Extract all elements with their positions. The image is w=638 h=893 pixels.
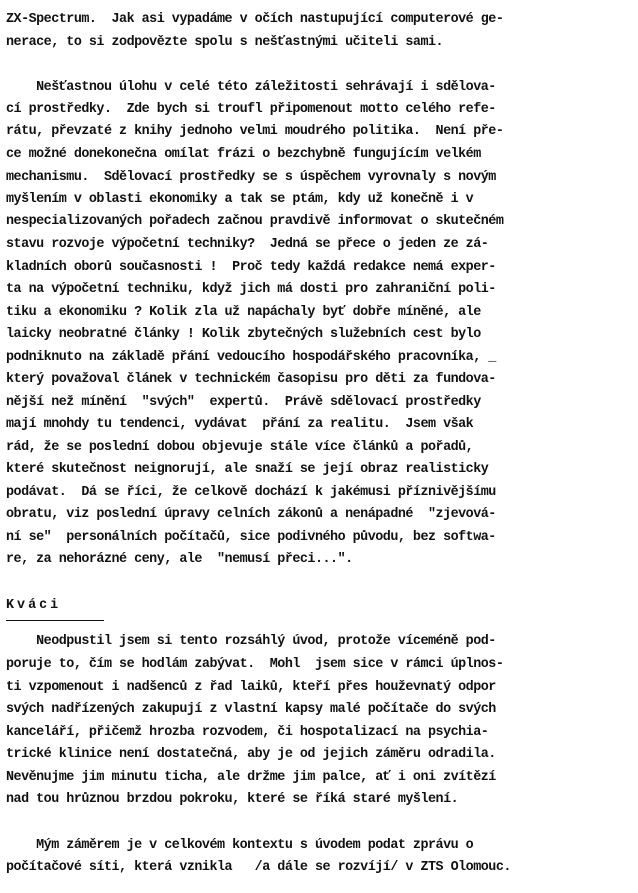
paragraph-line: stavu rozvoje výpočetní techniky? Jedná se přece o jeden ze zá- bbox=[6, 237, 489, 252]
section-heading: Kváci bbox=[6, 598, 62, 613]
paragraph-line: cí prostředky. Zde bych si troufl připomenout motto celého refe- bbox=[6, 102, 496, 117]
paragraph-line: Mým záměrem je v celkovém kontextu s úvodem podat zprávu o bbox=[6, 838, 474, 853]
paragraph-line: obratu, viz poslední úpravy celních zákonů a nenápadné "zjevová- bbox=[6, 507, 496, 522]
heading-underline bbox=[6, 620, 104, 621]
paragraph-line: mechanismu. Sdělovací prostředky se s úspěchem vyrovnaly s novým bbox=[6, 170, 496, 185]
paragraph-line: rátu, převzaté z knihy jednoho velmi moudrého politika. Není pře- bbox=[6, 124, 504, 139]
paragraph-line: které skutečnost neignorují, ale snaží se její obraz realisticky bbox=[6, 462, 489, 477]
paragraph-line: ce možné donekonečna omílat frázi o bezchybně fungujícím velkém bbox=[6, 147, 481, 162]
paragraph-line: mají mnohdy tu tendenci, vydávat přání za realitu. Jsem však bbox=[6, 417, 474, 432]
paragraph-line: kanceláří, přičemž hrozba rozvodem, či hospotalizací na psychia- bbox=[6, 725, 489, 740]
paragraph-line: re, za nehorázné ceny, ale "nemusí přeci...". bbox=[6, 552, 353, 567]
paragraph-line: podniknuto na základě přání vedoucího hospodářského pracovníka, _ bbox=[6, 350, 496, 365]
intro-line: ZX-Spectrum. Jak asi vypadáme v očích nastupující computerové ge- bbox=[6, 12, 504, 27]
paragraph-line: Neodpustil jsem si tento rozsáhlý úvod, protože víceméně pod- bbox=[6, 634, 496, 649]
paragraph-line: Nevěnujme jim minutu ticha, ale držme jim palce, ať i oni zvítězí bbox=[6, 770, 496, 785]
paragraph-line: poruje to, čím se hodlám zabývat. Mohl jsem sice v rámci úplnos- bbox=[6, 657, 504, 672]
paragraph-line: Nešťastnou úlohu v celé této záležitosti sehrávají i sdělova- bbox=[6, 80, 496, 95]
paragraph-line: tiku a ekonomiku ? Kolik zla už napáchaly byť dobře míněné, ale bbox=[6, 305, 481, 320]
paragraph-line: myšlením v oblasti ekonomiky a tak se ptám, kdy už konečně i v bbox=[6, 192, 474, 207]
paragraph-line: kladních oborů současnosti ! Proč tedy každá redakce nemá exper- bbox=[6, 260, 496, 275]
paragraph-line: který považoval článek v technickém časopisu pro děti za fundova- bbox=[6, 372, 496, 387]
paragraph-line: nější než mínění "svých" expertů. Právě sdělovací prostředky bbox=[6, 395, 481, 410]
paragraph-line: ní se" personálních počítačů, sice podivného původu, bez softwa- bbox=[6, 530, 496, 545]
paragraph-line: rád, že se poslední dobou objevuje stále více článků a pořadů, bbox=[6, 440, 474, 455]
paragraph-line: počítačové síti, která vznikla /a dále se rozvíjí/ v ZTS Olomouc. bbox=[6, 860, 511, 875]
intro-line: nerace, to si zodpovězte spolu s nešťastnými učiteli sami. bbox=[6, 35, 444, 50]
paragraph-line: trické klinice není dostatečná, aby je od jejich záměru odradila. bbox=[6, 747, 496, 762]
paragraph-line: nespecializovaných pořadech začnou pravdivě informovat o skutečném bbox=[6, 214, 504, 229]
paragraph-line: ta na výpočetní techniku, když jich má dosti pro zahraniční poli- bbox=[6, 282, 496, 297]
paragraph-line: nad tou hrůznou brzdou pokroku, které se říká staré myšlení. bbox=[6, 792, 459, 807]
paragraph-line: podávat. Dá se říci, že celkově dochází k jakémusi příznivějšímu bbox=[6, 485, 496, 500]
paragraph-line: svých nadřízených zakupují z vlastní kapsy malé počítače do svých bbox=[6, 702, 496, 717]
paragraph-line: ti vzpomenout i nadšenců z řad laiků, kteří přes houževnatý odpor bbox=[6, 680, 496, 695]
paragraph-line: laicky neobratné články ! Kolik zbytečných služebních cest bylo bbox=[6, 327, 481, 342]
